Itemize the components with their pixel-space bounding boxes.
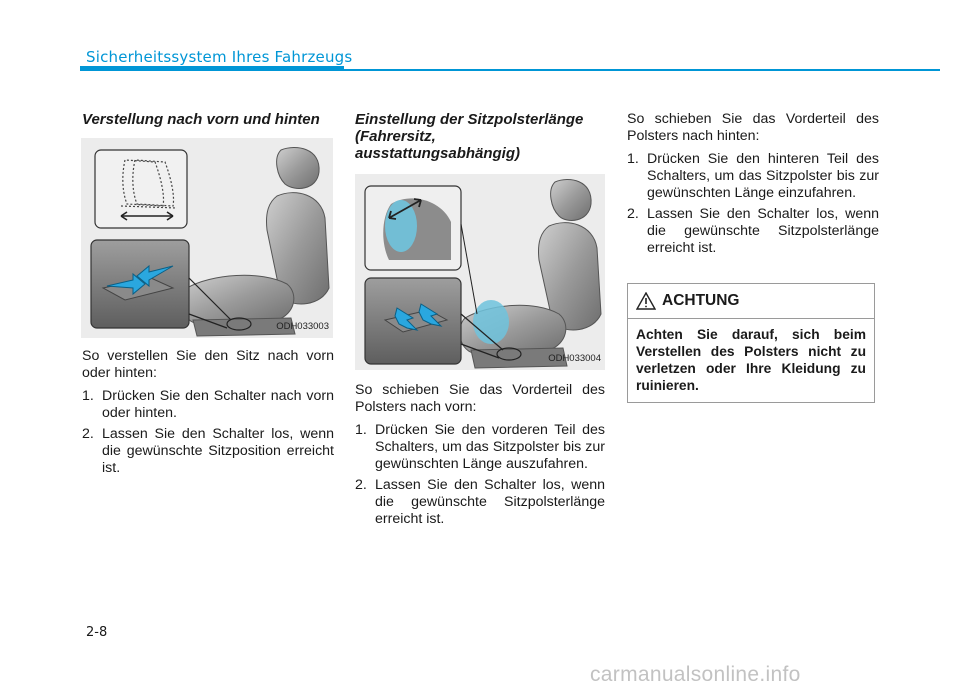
caution-text: Achten Sie darauf, sich beim Verstellen des Polsters nicht zu verletzen oder Ihre Kleidung zu ruinieren.: [636, 327, 866, 393]
figure-code: ODH033003: [276, 321, 329, 332]
header-rule-accent: [80, 66, 344, 71]
figure-seat-fore-aft: [81, 138, 333, 338]
column-cushion-backward: [627, 111, 879, 261]
figure-cushion-extension: [355, 174, 605, 370]
paragraph-intro: So schieben Sie das Vorderteil des Polsters nach hinten:: [627, 111, 879, 144]
watermark: carmanualsonline.info: [590, 663, 801, 686]
steps-list: [627, 151, 879, 257]
caution-label: ACHTUNG: [662, 292, 740, 309]
steps-list: [355, 422, 605, 528]
caution-header: [628, 284, 874, 319]
section-heading-cushion: Einstellung der Sitzpolsterlänge (Fahrersitz, ausstattungsabhängig): [355, 111, 584, 162]
section-heading-fore-aft: Verstellung nach vorn und hinten: [82, 111, 320, 128]
list-item: 2. Lassen Sie den Schalter los, wenn die gewünschte Sitzpolsterlänge erreicht ist.: [627, 206, 879, 256]
page-number: 2-8: [86, 625, 108, 640]
column-cushion-forward: [355, 111, 605, 532]
figure-code: ODH033004: [548, 353, 601, 364]
list-item: 1. Drücken Sie den Schalter nach vorn oder hinten.: [82, 388, 334, 421]
list-item: 2. Lassen Sie den Schalter los, wenn die gewünschte Sitzpolsterlänge erreicht ist.: [355, 477, 605, 527]
list-item: 1. Drücken Sie den hinteren Teil des Schalters, um das Sitzpolster bis zur gewünschten Länge einzufahren.: [627, 151, 879, 201]
list-item: 1. Drücken Sie den vorderen Teil des Schalters, um das Sitzpolster bis zur gewünschten Länge auszufahren.: [355, 422, 605, 472]
chapter-title: Sicherheitssystem Ihres Fahrzeugs: [86, 48, 353, 66]
cushion-extension-illustration: [355, 174, 605, 370]
list-item: 2. Lassen Sie den Schalter los, wenn die gewünschte Sitzposition erreicht ist.: [82, 426, 334, 476]
warning-triangle-icon: [636, 292, 656, 310]
steps-list: [82, 388, 334, 477]
seat-fore-aft-illustration: [81, 138, 333, 338]
paragraph-intro: So schieben Sie das Vorderteil des Polsters nach vorn:: [355, 382, 605, 415]
column-seat-fore-aft: [82, 111, 334, 481]
header-rule: [344, 69, 940, 71]
paragraph-intro: So verstellen Sie den Sitz nach vorn oder hinten:: [82, 348, 334, 381]
caution-box: [627, 283, 875, 403]
